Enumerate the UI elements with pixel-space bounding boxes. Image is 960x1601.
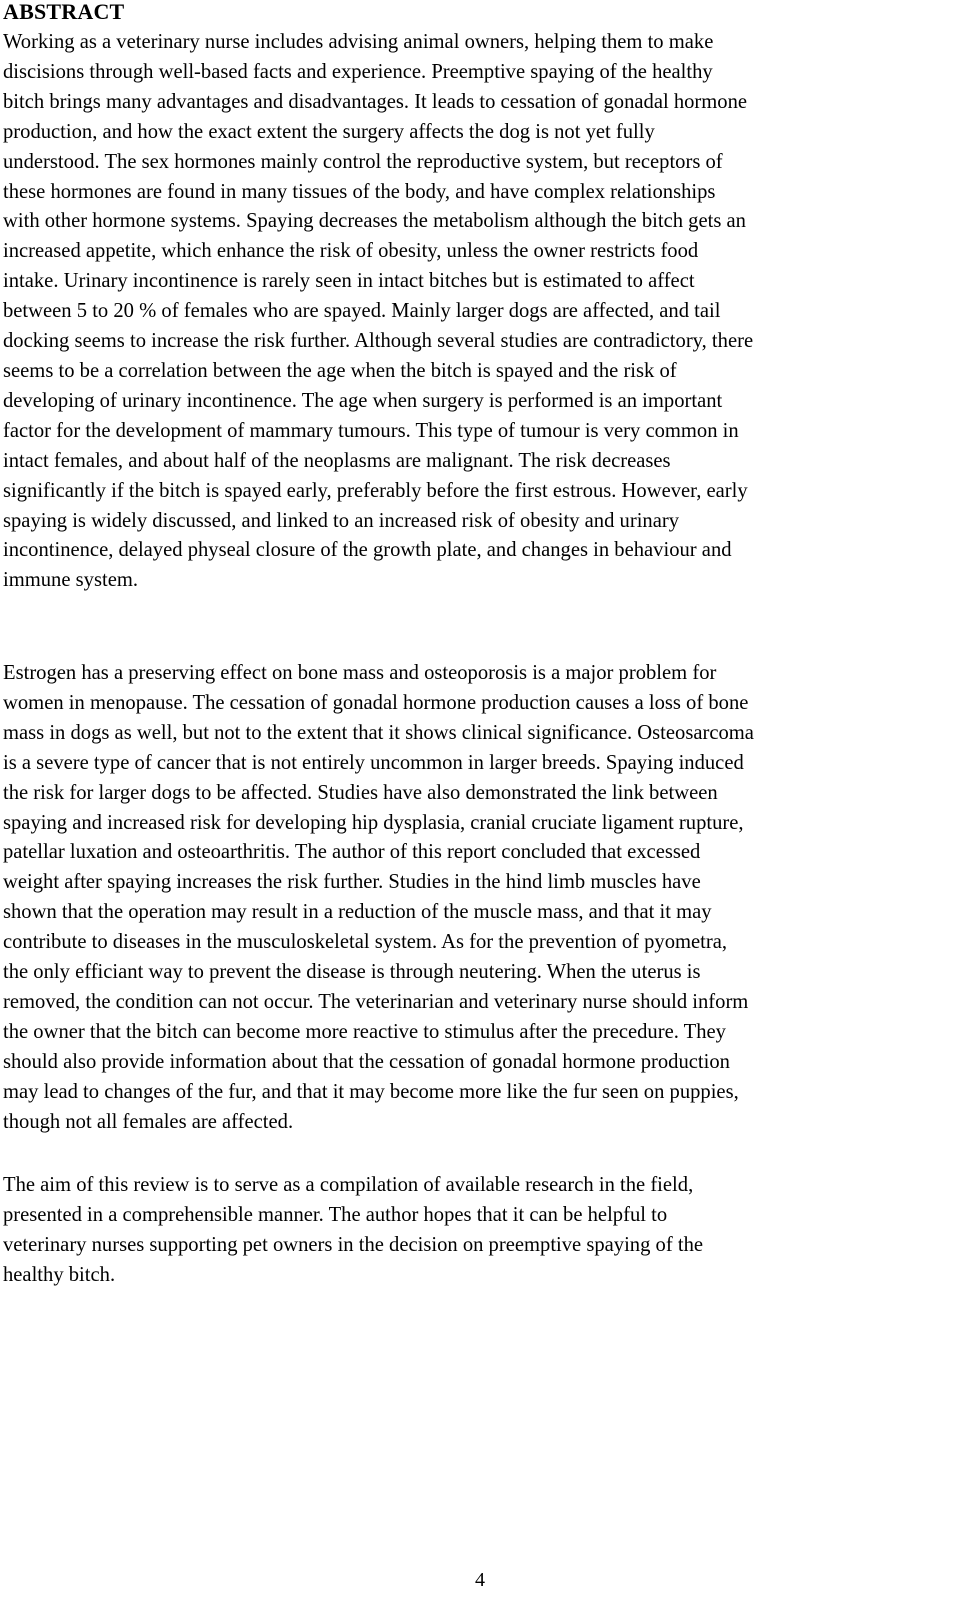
- text-line: weight after spaying increases the risk further. Studies in the hind limb muscles have: [3, 871, 701, 894]
- text-line: spaying is widely discussed, and linked to an increased risk of obesity and urinary: [3, 509, 680, 532]
- text-line: women in menopause. The cessation of gonadal hormone production causes a loss of bone: [3, 691, 749, 714]
- page-number: 4: [475, 1569, 485, 1591]
- text-line: Estrogen has a preserving effect on bone mass and osteoporosis is a major problem for: [3, 662, 717, 684]
- text-line: between 5 to 20 % of females who are spayed. Mainly larger dogs are affected, and tail: [3, 300, 721, 323]
- text-line: discisions through well-based facts and experience. Preemptive spaying of the healthy: [3, 60, 713, 83]
- text-line: Working as a veterinary nurse includes advising animal owners, helping them to make: [3, 31, 714, 53]
- text-line: shown that the operation may result in a reduction of the muscle mass, and that it may: [3, 901, 712, 924]
- text-line: should also provide information about that the cessation of gonadal hormone production: [3, 1050, 730, 1073]
- text-line: docking seems to increase the risk further. Although several studies are contradictory, there: [3, 330, 754, 353]
- text-line: contribute to diseases in the musculoskeletal system. As for the prevention of pyometra,: [3, 931, 728, 954]
- text-line: increased appetite, which enhance the risk of obesity, unless the owner restricts food: [3, 240, 699, 263]
- paragraph-musculoskeletal: [3, 659, 953, 1138]
- text-line: production, and how the exact extent the surgery affects the dog is not yet fully: [3, 120, 655, 143]
- text-line: though not all females are affected.: [3, 1110, 294, 1133]
- text-line: with other hormone systems. Spaying decreases the metabolism although the bitch gets an: [3, 210, 746, 233]
- text-line: may lead to changes of the fur, and that it may become more like the fur seen on puppies,: [3, 1080, 739, 1103]
- text-line: these hormones are found in many tissues of the body, and have complex relationships: [3, 180, 716, 203]
- text-line: veterinary nurses supporting pet owners in the decision on preemptive spaying of the: [3, 1233, 704, 1256]
- text-line: significantly if the bitch is spayed early, preferably before the first estrous. However, early: [3, 479, 748, 502]
- text-line: immune system.: [3, 569, 138, 592]
- paragraph-aim: [3, 1171, 953, 1291]
- text-line: is a severe type of cancer that is not entirely uncommon in larger breeds. Spaying induced: [3, 751, 744, 774]
- paragraph-summary: [3, 28, 953, 596]
- section-heading: ABSTRACT: [3, 0, 125, 24]
- text-line: presented in a comprehensible manner. The author hopes that it can be helpful to: [3, 1203, 668, 1226]
- text-line: the owner that the bitch can become more reactive to stimulus after the precedure. They: [3, 1020, 726, 1043]
- text-line: The aim of this review is to serve as a compilation of available research in the field,: [3, 1174, 694, 1196]
- text-line: the only efficiant way to prevent the disease is through neutering. When the uterus is: [3, 961, 701, 984]
- text-line: incontinence, delayed physeal closure of the growth plate, and changes in behaviour and: [3, 539, 732, 562]
- text-line: the risk for larger dogs to be affected. Studies have also demonstrated the link between: [3, 781, 718, 804]
- text-line: spaying and increased risk for developing hip dysplasia, cranial cruciate ligament rupture,: [3, 811, 744, 834]
- text-line: removed, the condition can not occur. The veterinarian and veterinary nurse should inform: [3, 990, 749, 1013]
- text-line: factor for the development of mammary tumours. This type of tumour is very common in: [3, 419, 739, 442]
- text-line: seems to be a correlation between the age when the bitch is spayed and the risk of: [3, 359, 677, 382]
- text-line: mass in dogs as well, but not to the extent that it shows clinical significance. Osteosarcoma: [3, 721, 754, 744]
- text-line: understood. The sex hormones mainly control the reproductive system, but receptors of: [3, 150, 723, 173]
- text-line: intact females, and about half of the neoplasms are malignant. The risk decreases: [3, 449, 671, 472]
- text-line: developing of urinary incontinence. The age when surgery is performed is an important: [3, 389, 723, 412]
- text-line: healthy bitch.: [3, 1263, 116, 1286]
- text-line: intake. Urinary incontinence is rarely seen in intact bitches but is estimated to affect: [3, 270, 695, 293]
- text-line: bitch brings many advantages and disadvantages. It leads to cessation of gonadal hormone: [3, 90, 748, 113]
- text-line: patellar luxation and osteoarthritis. The author of this report concluded that excessed: [3, 841, 701, 864]
